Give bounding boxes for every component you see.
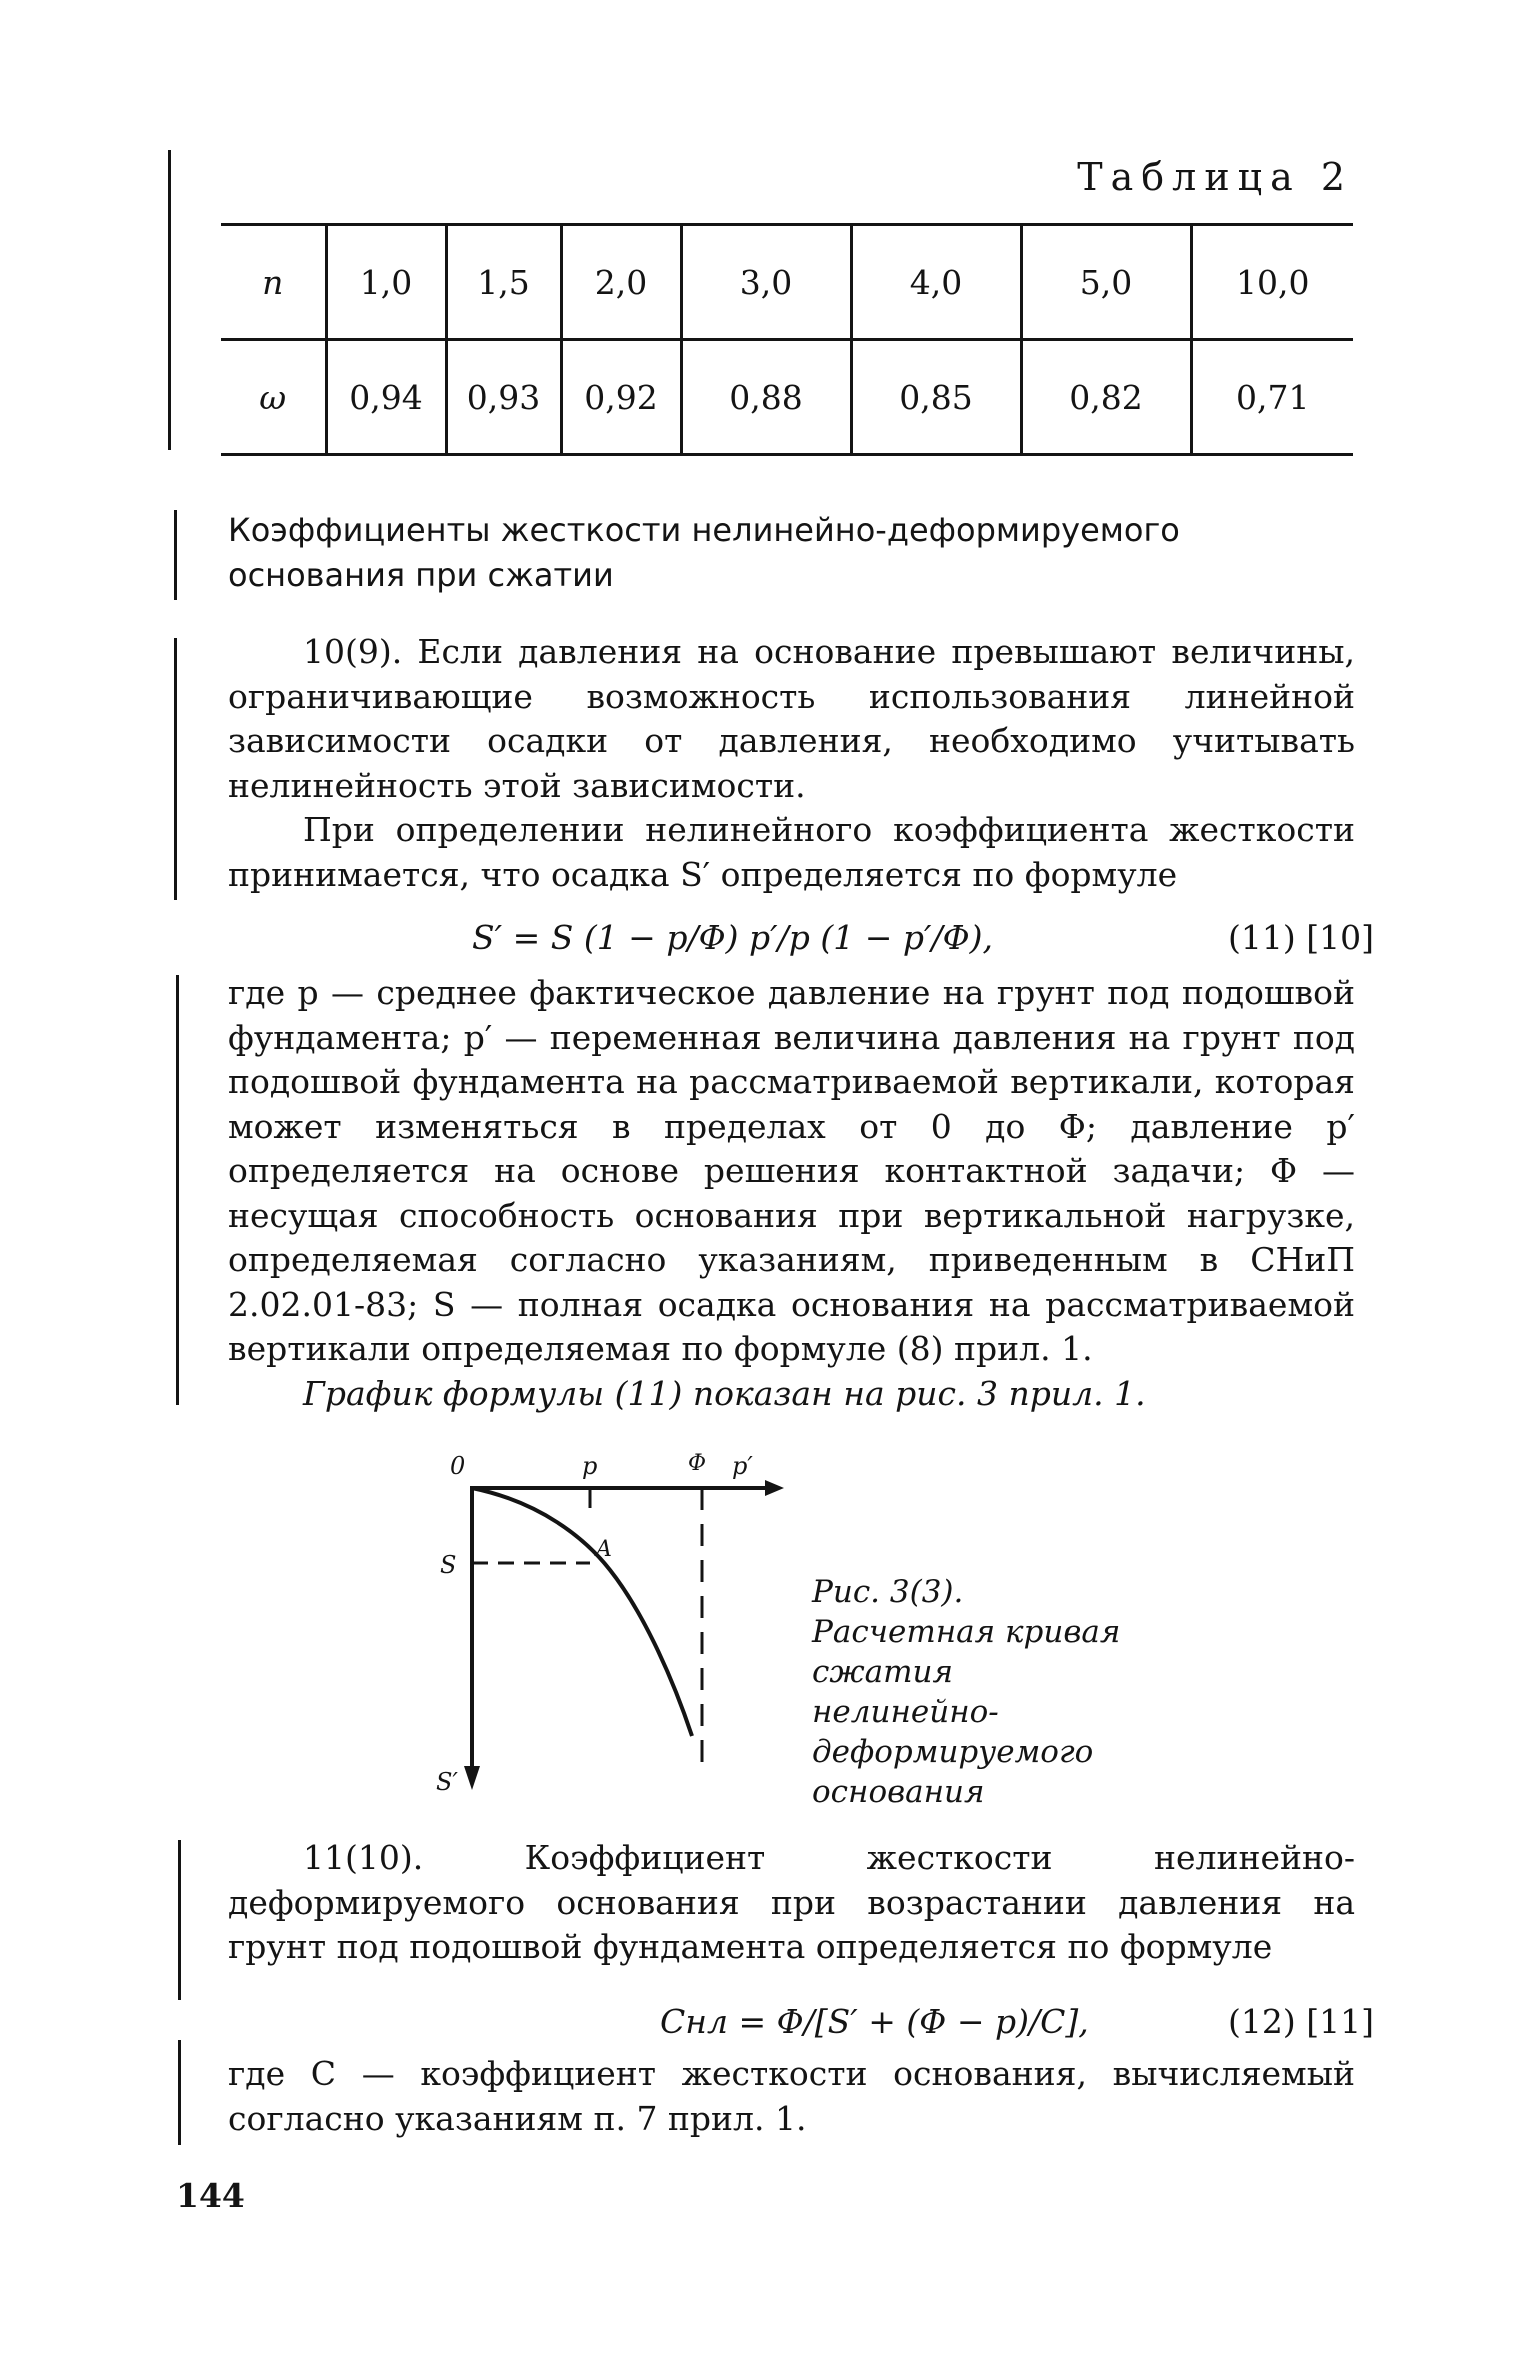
figure-caption: Рис. 3(3). Расчетная кривая сжатия нелинейно-деформируемого основания	[812, 1574, 1121, 1810]
formula-12-number: (12) [11]	[1228, 2002, 1374, 2041]
margin-bar-para3	[176, 975, 179, 1405]
section-heading: Коэффициенты жесткости нелинейно-деформируемого основания при сжатии	[228, 511, 1180, 594]
formula-11: S′ = S (1 − p/Φ) p′/p (1 − p′/Φ),	[472, 918, 993, 957]
paragraph-11-10: 11(10). Коэффициент жесткости нелинейно-деформируемого основания при возрастании давления на грунт под подошвой фундамента определяется по формуле	[228, 1838, 1355, 1966]
table-cell: 1,5	[446, 225, 561, 340]
table-cell: 0,88	[681, 340, 851, 455]
paragraph-formula-intro: При определении нелинейного коэффициента жесткости принимается, что осадка S′ определяется по формуле	[228, 810, 1355, 894]
table-cell: 3,0	[681, 225, 851, 340]
table-cell: 5,0	[1021, 225, 1191, 340]
formula-12: Cнл = Φ/[S′ + (Φ − p)/C],	[660, 2002, 1089, 2041]
paragraph-graph-reference: График формулы (11) показан на рис. 3 прил. 1.	[303, 1374, 1146, 1413]
table-cell: 10,0	[1191, 225, 1353, 340]
paragraph-definitions: где p — среднее фактическое давление на грунт под подошвой фундамента; p′ — переменная величина давления на грунт под подошвой фундамента на рассматриваемой вертикали, которая может изменяться в пределах от 0 до Φ; давление p′ определяется на основе решения контактной задачи; Φ — несущая способность основания при вертикальной нагрузке, определяемая согласно указаниям, приведенным в СНиП 2.02.01-83; S — полная осадка основания на рассматриваемой вертикали определяемая по формуле (8) прил. 1.	[228, 973, 1355, 1368]
table-cell: 0,92	[561, 340, 681, 455]
label-s-prime: S′	[436, 1768, 458, 1796]
margin-bar-para6	[178, 2040, 181, 2145]
table-cell: 0,85	[851, 340, 1021, 455]
table-cell: ω	[221, 340, 326, 455]
table-cell: 0,94	[326, 340, 446, 455]
x-axis-arrow	[765, 1480, 784, 1496]
label-origin: 0	[450, 1452, 466, 1480]
table-row	[221, 340, 1353, 455]
y-axis-arrow	[464, 1766, 480, 1790]
label-s: S	[440, 1551, 457, 1579]
table-cell: 1,0	[326, 225, 446, 340]
table-cell: n	[221, 225, 326, 340]
page-number: 144	[176, 2176, 245, 2215]
table-cell: 0,93	[446, 340, 561, 455]
margin-bar-table	[168, 150, 171, 450]
table-cell: 0,71	[1191, 340, 1353, 455]
table-cell: 2,0	[561, 225, 681, 340]
table-row	[221, 225, 1353, 340]
compression-curve-figure	[420, 1440, 800, 1800]
margin-bar-para1	[174, 638, 177, 900]
label-p-prime: p′	[732, 1452, 753, 1480]
table-cell: 4,0	[851, 225, 1021, 340]
compression-curve	[472, 1488, 692, 1736]
table-cell: 0,82	[1021, 340, 1191, 455]
paragraph-10-9: 10(9). Если давления на основание превышают величины, ограничивающие возможность использования линейной зависимости осадки от давления, необходимо учитывать нелинейность этой зависимости.	[228, 632, 1355, 805]
paragraph-c-definition: где C — коэффициент жесткости основания, вычисляемый согласно указаниям п. 7 прил. 1.	[228, 2054, 1355, 2138]
table-caption: Таблица 2	[1077, 155, 1353, 199]
margin-bar-heading	[174, 510, 177, 600]
margin-bar-para5	[178, 1840, 181, 2000]
label-phi: Φ	[688, 1451, 707, 1476]
data-table	[221, 223, 1353, 456]
label-a: A	[596, 1537, 612, 1562]
formula-11-number: (11) [10]	[1228, 918, 1374, 957]
label-p: p	[582, 1452, 598, 1480]
